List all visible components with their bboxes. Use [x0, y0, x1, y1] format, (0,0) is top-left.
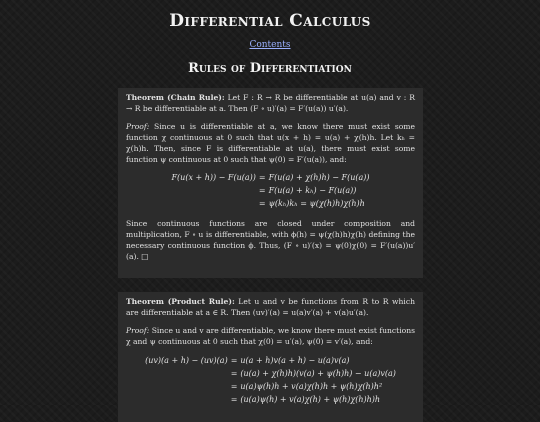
chain-rule-statement	[126, 93, 415, 115]
page-title: Differential Calculus	[169, 11, 371, 31]
equation-rhs: F(u(a) + χ(h)h) − F(u(a))	[268, 173, 370, 183]
equation-rhs: u(a)ψ(h)h + v(a)χ(h)h + ψ(h)χ(h)h²	[240, 381, 383, 391]
equals-sign: =	[258, 186, 266, 196]
equation-rhs: F(u(a) + kₕ) − F(u(a))	[268, 186, 357, 196]
equation-rhs: u(a + h)v(a + h) − u(a)v(a)	[240, 355, 350, 365]
section-title: Rules of Differentiation	[188, 61, 352, 76]
product-rule-theorem-box	[118, 292, 423, 422]
equals-sign: =	[258, 199, 266, 209]
equation-lhs: (uv)(a + h) − (uv)(a)	[145, 355, 228, 365]
equation-rhs: (u(a)ψ(h) + v(a)χ(h) + ψ(h)χ(h)h)h	[240, 394, 381, 404]
equals-sign: =	[258, 173, 266, 183]
chain-rule-statement-text: Let F : R → R be differentiable at u(a) and v : R → R be differentiable at a. Then (F ∘ u)′(a) = F′(u(a)) u′(a).	[126, 93, 416, 113]
product-rule-proof-head: Proof:	[126, 325, 150, 335]
product-rule-equations	[126, 355, 415, 406]
chain-rule-proof-intro	[126, 122, 415, 166]
chain-rule-equations	[126, 172, 415, 210]
equation-lhs	[172, 185, 256, 197]
chain-rule-theorem-head: Theorem (Chain Rule):	[126, 93, 225, 102]
chain-rule-proof-conclusion: Since continuous functions are closed under composition and multiplication, F ∘ u is differentiable, with ϕ(h) = ψ(χ(h)h)χ(h) defining the necessary continuous function ϕ. Thus, (F ∘ u)′(x) = ψ(0)χ(0) = F′(u(a))u′(a). □	[126, 219, 415, 262]
product-rule-proof-intro	[126, 326, 415, 348]
chain-rule-theorem-box	[118, 88, 423, 278]
chain-rule-proof-head: Proof:	[126, 121, 150, 131]
product-rule-theorem-head: Theorem (Product Rule):	[126, 297, 235, 306]
equals-sign: =	[230, 355, 238, 365]
equation-lhs	[172, 198, 256, 210]
contents-link[interactable]: Contents	[249, 40, 291, 50]
chain-rule-proof-text: Since u is differentiable at a, we know there must exist some function χ continuous at 0 such that u(x + h) = u(a) + χ(h)h. Let kₕ = χ(h)h. Then, since F is differentiable at u(a), there must exist some function ψ continuous at 0 such that ψ(0) = F′(u(a)), and:	[126, 121, 415, 164]
equation-lhs	[145, 368, 228, 380]
equation-rhs: (u(a) + χ(h)h)(v(a) + ψ(h)h) − u(a)v(a)	[240, 368, 396, 378]
equals-sign: =	[230, 394, 238, 404]
product-rule-statement	[126, 297, 415, 319]
equals-sign: =	[230, 381, 238, 391]
equation-lhs	[145, 381, 228, 393]
product-rule-statement-text: Let u and v be functions from R to R which are differentiable at a ∈ R. Then (uv)′(a) = u(a)v′(a) + v(a)u′(a).	[126, 297, 415, 317]
equation-lhs: F(u(x + h)) − F(u(a))	[171, 173, 256, 183]
equals-sign: =	[230, 368, 238, 378]
equation-rhs: ψ(kₕ)kₕ = ψ(χ(h)h)χ(h)h	[268, 199, 365, 209]
product-rule-proof-text: Since u and v are differentiable, we know there must exist functions χ and ψ continuous at 0 such that χ(0) = u′(a), ψ(0) = v′(a), and:	[126, 325, 416, 346]
equation-lhs	[145, 394, 228, 406]
